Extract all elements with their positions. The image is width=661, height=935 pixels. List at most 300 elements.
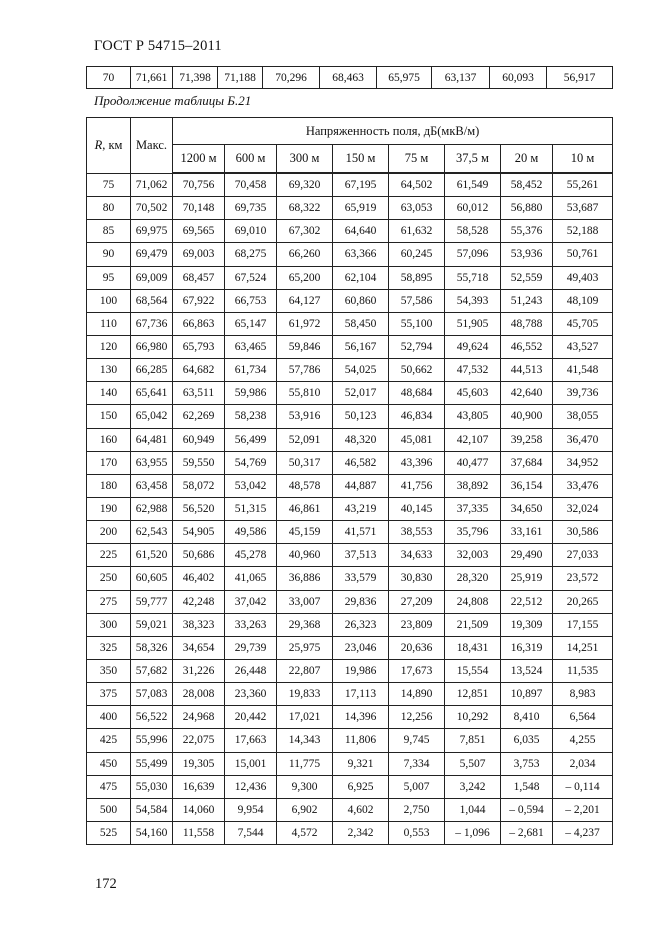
table-row <box>87 474 613 497</box>
value-cell: 16,319 <box>501 636 553 659</box>
table-row <box>87 636 613 659</box>
value-cell: 61,549 <box>445 173 501 197</box>
value-cell: 58,072 <box>173 474 225 497</box>
value-cell: 33,263 <box>225 613 277 636</box>
value-cell: 23,572 <box>553 567 613 590</box>
table-row <box>87 798 613 821</box>
value-cell: 61,734 <box>225 359 277 382</box>
distance-cell: 100 <box>87 289 131 312</box>
value-cell: 44,887 <box>333 474 389 497</box>
value-cell: 53,042 <box>225 474 277 497</box>
max-value-cell: 57,083 <box>131 683 173 706</box>
value-cell: 49,403 <box>553 266 613 289</box>
value-cell: 32,003 <box>445 544 501 567</box>
value-cell: 55,100 <box>389 312 445 335</box>
value-cell: 7,334 <box>389 752 445 775</box>
max-value-cell: 65,641 <box>131 382 173 405</box>
value-cell: 55,718 <box>445 266 501 289</box>
value-cell: 69,320 <box>277 173 333 197</box>
value-cell: 5,507 <box>445 752 501 775</box>
distance-cell: 475 <box>87 775 131 798</box>
table-body <box>87 173 613 845</box>
max-value-cell: 71,062 <box>131 173 173 197</box>
distance-cell: 170 <box>87 451 131 474</box>
table-row <box>87 775 613 798</box>
value-cell: 10,292 <box>445 706 501 729</box>
value-cell: 55,376 <box>501 220 553 243</box>
value-cell: 36,886 <box>277 567 333 590</box>
value-cell: 56,499 <box>225 428 277 451</box>
value-cell: 50,761 <box>553 243 613 266</box>
value-cell: 27,209 <box>389 590 445 613</box>
value-cell: 39,736 <box>553 382 613 405</box>
value-cell: 15,001 <box>225 752 277 775</box>
value-cell: 48,109 <box>553 289 613 312</box>
distance-unit: , км <box>102 137 123 152</box>
value-cell: 26,323 <box>333 613 389 636</box>
value-cell: 36,154 <box>501 474 553 497</box>
value-cell: 30,830 <box>389 567 445 590</box>
distance-cell: 525 <box>87 821 131 844</box>
value-cell: 46,861 <box>277 497 333 520</box>
max-value-cell: 59,777 <box>131 590 173 613</box>
value-cell: 48,578 <box>277 474 333 497</box>
value-cell: 29,368 <box>277 613 333 636</box>
value-cell: 40,145 <box>389 497 445 520</box>
table-row <box>87 289 613 312</box>
distance-cell: 110 <box>87 312 131 335</box>
value-cell: 30,586 <box>553 521 613 544</box>
max-value-cell: 55,030 <box>131 775 173 798</box>
value-cell: 64,682 <box>173 359 225 382</box>
value-cell: – 0,594 <box>501 798 553 821</box>
table-row <box>87 405 613 428</box>
value-cell: 2,750 <box>389 798 445 821</box>
value-cell: 65,793 <box>173 335 225 358</box>
max-value-cell: 54,584 <box>131 798 173 821</box>
table-row <box>87 544 613 567</box>
value-cell: 46,834 <box>389 405 445 428</box>
value-cell: 55,261 <box>553 173 613 197</box>
value-cell: 39,258 <box>501 428 553 451</box>
max-value-cell: 54,160 <box>131 821 173 844</box>
table-row <box>87 359 613 382</box>
previous-table-row <box>87 67 613 89</box>
value-cell: 59,550 <box>173 451 225 474</box>
max-value-cell: 59,021 <box>131 613 173 636</box>
value-cell: 58,238 <box>225 405 277 428</box>
value-cell: 63,137 <box>432 67 490 89</box>
value-cell: 58,528 <box>445 220 501 243</box>
column-header-distance <box>87 118 131 174</box>
value-cell: 64,640 <box>333 220 389 243</box>
value-cell: 38,892 <box>445 474 501 497</box>
table-continuation-label: Продолжение таблицы Б.21 <box>94 93 252 108</box>
value-cell: 26,448 <box>225 659 277 682</box>
distance-symbol: R <box>94 137 103 152</box>
value-cell: 22,807 <box>277 659 333 682</box>
value-cell: 65,200 <box>277 266 333 289</box>
value-cell: 11,775 <box>277 752 333 775</box>
value-cell: 4,255 <box>553 729 613 752</box>
table-row <box>87 659 613 682</box>
value-cell: 71,188 <box>218 67 263 89</box>
value-cell: 68,457 <box>173 266 225 289</box>
max-value-cell: 67,736 <box>131 312 173 335</box>
value-cell: 59,986 <box>225 382 277 405</box>
value-cell: 67,922 <box>173 289 225 312</box>
distance-cell: 140 <box>87 382 131 405</box>
value-cell: 50,317 <box>277 451 333 474</box>
value-cell: 18,431 <box>445 636 501 659</box>
value-cell: 46,402 <box>173 567 225 590</box>
value-cell: 56,917 <box>547 67 613 89</box>
value-cell: 33,007 <box>277 590 333 613</box>
value-cell: 63,465 <box>225 335 277 358</box>
value-cell: 42,107 <box>445 428 501 451</box>
value-cell: 70,756 <box>173 173 225 197</box>
value-cell: 20,636 <box>389 636 445 659</box>
value-cell: 61,972 <box>277 312 333 335</box>
value-cell: 4,602 <box>333 798 389 821</box>
value-cell: 54,025 <box>333 359 389 382</box>
value-cell: 2,342 <box>333 821 389 844</box>
value-cell: 57,586 <box>389 289 445 312</box>
value-cell: 52,188 <box>553 220 613 243</box>
value-cell: 64,127 <box>277 289 333 312</box>
value-cell: 16,639 <box>173 775 225 798</box>
value-cell: 15,554 <box>445 659 501 682</box>
value-cell: 42,640 <box>501 382 553 405</box>
value-cell: 17,673 <box>389 659 445 682</box>
table-row <box>87 173 613 197</box>
value-cell: 6,035 <box>501 729 553 752</box>
value-cell: 51,243 <box>501 289 553 312</box>
value-cell: 48,320 <box>333 428 389 451</box>
value-cell: 32,024 <box>553 497 613 520</box>
value-cell: 12,851 <box>445 683 501 706</box>
value-cell: 62,269 <box>173 405 225 428</box>
value-cell: 55,810 <box>277 382 333 405</box>
max-value-cell: 64,481 <box>131 428 173 451</box>
column-header-height: 37,5 м <box>445 145 501 174</box>
table-row <box>87 335 613 358</box>
table-row <box>87 613 613 636</box>
value-cell: 3,753 <box>501 752 553 775</box>
max-value-cell: 58,326 <box>131 636 173 659</box>
max-value-cell: 66,980 <box>131 335 173 358</box>
value-cell: 52,017 <box>333 382 389 405</box>
value-cell: 28,008 <box>173 683 225 706</box>
value-cell: 14,396 <box>333 706 389 729</box>
distance-cell: 90 <box>87 243 131 266</box>
value-cell: 53,936 <box>501 243 553 266</box>
max-value-cell: 69,975 <box>131 220 173 243</box>
distance-cell: 95 <box>87 266 131 289</box>
value-cell: 63,053 <box>389 197 445 220</box>
table-row <box>87 451 613 474</box>
value-cell: 33,579 <box>333 567 389 590</box>
distance-cell: 180 <box>87 474 131 497</box>
value-cell: 45,159 <box>277 521 333 544</box>
value-cell: 8,410 <box>501 706 553 729</box>
max-value-cell: 61,520 <box>131 544 173 567</box>
value-cell: 40,900 <box>501 405 553 428</box>
value-cell: 19,305 <box>173 752 225 775</box>
value-cell: 70,148 <box>173 197 225 220</box>
value-cell: 69,010 <box>225 220 277 243</box>
value-cell: 10,897 <box>501 683 553 706</box>
value-cell: 66,260 <box>277 243 333 266</box>
value-cell: 29,490 <box>501 544 553 567</box>
value-cell: 4,572 <box>277 821 333 844</box>
table-row <box>87 497 613 520</box>
value-cell: 68,275 <box>225 243 277 266</box>
max-value-cell: 55,499 <box>131 752 173 775</box>
value-cell: 14,060 <box>173 798 225 821</box>
value-cell: 0,553 <box>389 821 445 844</box>
value-cell: 23,360 <box>225 683 277 706</box>
value-cell: 65,919 <box>333 197 389 220</box>
value-cell: 1,548 <box>501 775 553 798</box>
max-value-cell: 63,458 <box>131 474 173 497</box>
value-cell: 19,833 <box>277 683 333 706</box>
value-cell: 38,055 <box>553 405 613 428</box>
max-value-cell: 66,285 <box>131 359 173 382</box>
value-cell: 60,860 <box>333 289 389 312</box>
value-cell: 33,476 <box>553 474 613 497</box>
max-value-cell: 62,543 <box>131 521 173 544</box>
value-cell: 37,335 <box>445 497 501 520</box>
table-row <box>87 683 613 706</box>
table-row <box>87 428 613 451</box>
value-cell: 66,753 <box>225 289 277 312</box>
value-cell: 8,983 <box>553 683 613 706</box>
value-cell: 50,123 <box>333 405 389 428</box>
value-cell: 34,633 <box>389 544 445 567</box>
value-cell: 45,278 <box>225 544 277 567</box>
value-cell: 22,075 <box>173 729 225 752</box>
value-cell: 45,705 <box>553 312 613 335</box>
value-cell: 37,042 <box>225 590 277 613</box>
value-cell: 60,093 <box>490 67 547 89</box>
value-cell: 64,502 <box>389 173 445 197</box>
value-cell: 48,788 <box>501 312 553 335</box>
value-cell: 25,919 <box>501 567 553 590</box>
value-cell: 40,477 <box>445 451 501 474</box>
value-cell: 6,925 <box>333 775 389 798</box>
value-cell: 2,034 <box>553 752 613 775</box>
value-cell: 66,863 <box>173 312 225 335</box>
distance-cell: 85 <box>87 220 131 243</box>
column-header-height: 1200 м <box>173 145 225 174</box>
distance-cell: 160 <box>87 428 131 451</box>
value-cell: 14,343 <box>277 729 333 752</box>
value-cell: 60,949 <box>173 428 225 451</box>
value-cell: 17,113 <box>333 683 389 706</box>
value-cell: 46,552 <box>501 335 553 358</box>
max-value-cell: 56,522 <box>131 706 173 729</box>
value-cell: 54,769 <box>225 451 277 474</box>
value-cell: 69,003 <box>173 243 225 266</box>
value-cell: 59,846 <box>277 335 333 358</box>
value-cell: 41,756 <box>389 474 445 497</box>
value-cell: 20,265 <box>553 590 613 613</box>
value-cell: 9,300 <box>277 775 333 798</box>
value-cell: 63,511 <box>173 382 225 405</box>
column-header-height: 75 м <box>389 145 445 174</box>
value-cell: 6,902 <box>277 798 333 821</box>
value-cell: 9,954 <box>225 798 277 821</box>
distance-cell: 325 <box>87 636 131 659</box>
value-cell: 23,809 <box>389 613 445 636</box>
field-strength-table <box>86 117 613 845</box>
value-cell: 65,975 <box>377 67 432 89</box>
value-cell: 52,091 <box>277 428 333 451</box>
distance-cell: 80 <box>87 197 131 220</box>
value-cell: 69,565 <box>173 220 225 243</box>
distance-cell: 75 <box>87 173 131 197</box>
value-cell: 37,513 <box>333 544 389 567</box>
distance-cell: 250 <box>87 567 131 590</box>
value-cell: 24,968 <box>173 706 225 729</box>
max-value-cell: 69,009 <box>131 266 173 289</box>
distance-cell: 300 <box>87 613 131 636</box>
column-header-height: 10 м <box>553 145 613 174</box>
value-cell: 7,851 <box>445 729 501 752</box>
distance-cell: 150 <box>87 405 131 428</box>
value-cell: 46,582 <box>333 451 389 474</box>
value-cell: 42,248 <box>173 590 225 613</box>
value-cell: 13,524 <box>501 659 553 682</box>
value-cell: 23,046 <box>333 636 389 659</box>
column-header-height: 150 м <box>333 145 389 174</box>
distance-cell: 190 <box>87 497 131 520</box>
distance-cell: 120 <box>87 335 131 358</box>
value-cell: 41,065 <box>225 567 277 590</box>
value-cell: 7,544 <box>225 821 277 844</box>
column-group-header: Напряженность поля, дБ(мкВ/м) <box>173 118 613 145</box>
value-cell: 21,509 <box>445 613 501 636</box>
value-cell: 58,450 <box>333 312 389 335</box>
value-cell: 41,548 <box>553 359 613 382</box>
value-cell: 45,603 <box>445 382 501 405</box>
table-row <box>87 197 613 220</box>
value-cell: 56,880 <box>501 197 553 220</box>
max-value-cell: 69,479 <box>131 243 173 266</box>
value-cell: 51,315 <box>225 497 277 520</box>
value-cell: 9,745 <box>389 729 445 752</box>
column-header-max: Макс. <box>131 118 173 174</box>
value-cell: 49,586 <box>225 521 277 544</box>
value-cell: 20,442 <box>225 706 277 729</box>
value-cell: 43,805 <box>445 405 501 428</box>
value-cell: 11,806 <box>333 729 389 752</box>
value-cell: 24,808 <box>445 590 501 613</box>
table-row <box>87 521 613 544</box>
value-cell: 22,512 <box>501 590 553 613</box>
value-cell: 44,513 <box>501 359 553 382</box>
value-cell: – 2,681 <box>501 821 553 844</box>
value-cell: – 4,237 <box>553 821 613 844</box>
distance-cell: 130 <box>87 359 131 382</box>
table-row <box>87 243 613 266</box>
value-cell: 49,624 <box>445 335 501 358</box>
value-cell: 54,393 <box>445 289 501 312</box>
page-number: 172 <box>95 876 117 892</box>
value-cell: 28,320 <box>445 567 501 590</box>
distance-cell: 375 <box>87 683 131 706</box>
value-cell: 14,890 <box>389 683 445 706</box>
value-cell: 50,686 <box>173 544 225 567</box>
value-cell: 19,986 <box>333 659 389 682</box>
value-cell: 57,786 <box>277 359 333 382</box>
value-cell: 50,662 <box>389 359 445 382</box>
value-cell: 1,044 <box>445 798 501 821</box>
column-header-height: 600 м <box>225 145 277 174</box>
value-cell: 17,021 <box>277 706 333 729</box>
value-cell: 52,794 <box>389 335 445 358</box>
value-cell: 58,452 <box>501 173 553 197</box>
table-row <box>87 590 613 613</box>
value-cell: 36,470 <box>553 428 613 451</box>
max-value-cell: 70,502 <box>131 197 173 220</box>
value-cell: 71,661 <box>131 67 173 89</box>
distance-cell: 500 <box>87 798 131 821</box>
value-cell: 25,975 <box>277 636 333 659</box>
distance-cell: 350 <box>87 659 131 682</box>
value-cell: 65,147 <box>225 312 277 335</box>
value-cell: 3,242 <box>445 775 501 798</box>
table-row <box>87 266 613 289</box>
value-cell: 70,458 <box>225 173 277 197</box>
max-value-cell: 65,042 <box>131 405 173 428</box>
previous-table-fragment <box>86 66 613 89</box>
value-cell: 57,096 <box>445 243 501 266</box>
value-cell: 35,796 <box>445 521 501 544</box>
table-row <box>87 567 613 590</box>
value-cell: 63,366 <box>333 243 389 266</box>
value-cell: 67,302 <box>277 220 333 243</box>
value-cell: 70,296 <box>263 67 320 89</box>
value-cell: 67,195 <box>333 173 389 197</box>
value-cell: – 2,201 <box>553 798 613 821</box>
value-cell: 40,960 <box>277 544 333 567</box>
distance-cell: 400 <box>87 706 131 729</box>
distance-cell: 425 <box>87 729 131 752</box>
column-header-height: 300 м <box>277 145 333 174</box>
value-cell: 58,895 <box>389 266 445 289</box>
max-value-cell: 57,682 <box>131 659 173 682</box>
value-cell: 29,739 <box>225 636 277 659</box>
value-cell: 68,322 <box>277 197 333 220</box>
value-cell: 9,321 <box>333 752 389 775</box>
value-cell: – 0,114 <box>553 775 613 798</box>
value-cell: 31,226 <box>173 659 225 682</box>
value-cell: 61,632 <box>389 220 445 243</box>
table-row <box>87 752 613 775</box>
max-value-cell: 68,564 <box>131 289 173 312</box>
value-cell: 37,684 <box>501 451 553 474</box>
value-cell: 34,650 <box>501 497 553 520</box>
value-cell: – 1,096 <box>445 821 501 844</box>
max-value-cell: 62,988 <box>131 497 173 520</box>
table-row <box>87 312 613 335</box>
column-header-height: 20 м <box>501 145 553 174</box>
value-cell: 56,520 <box>173 497 225 520</box>
value-cell: 19,309 <box>501 613 553 636</box>
value-cell: 41,571 <box>333 521 389 544</box>
